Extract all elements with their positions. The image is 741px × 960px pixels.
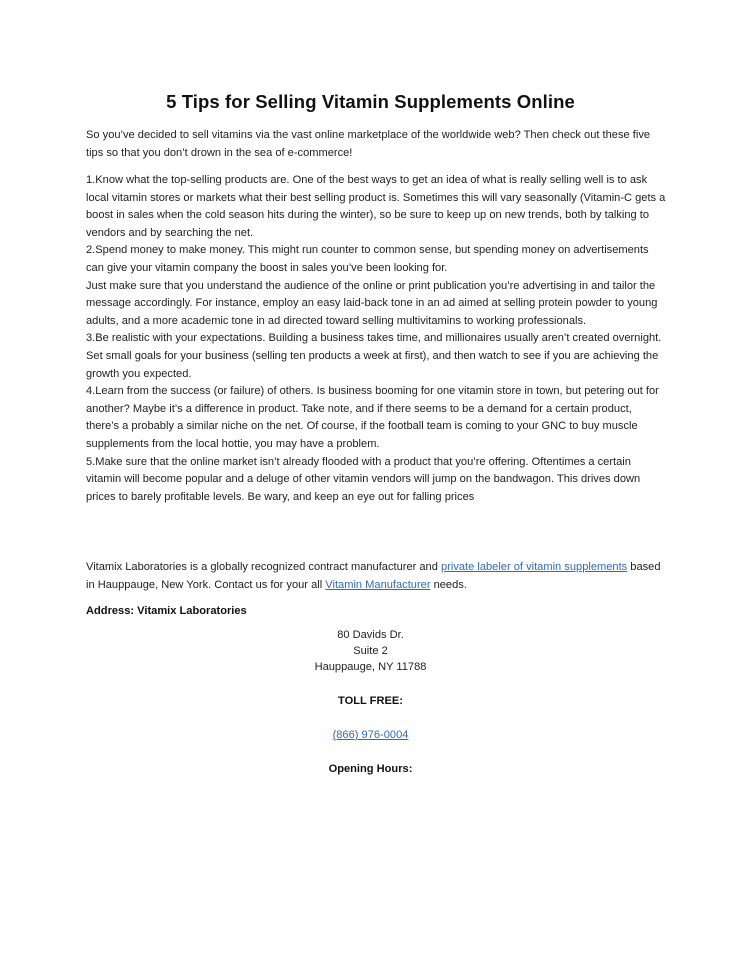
address-line-3: Hauppauge, NY 11788 — [314, 661, 427, 673]
address-label: Address: Vitamix Laboratories — [86, 605, 247, 617]
page-title: 5 Tips for Selling Vitamin Supplements Online — [166, 91, 575, 112]
tip-4: 4.Learn from the success (or failure) of others. Is business booming for one vitamin store in town, but petering out for another? Maybe it’s a difference in product. Take note, and if there seems to be a demand for a certain product, there’s a probably a similar niche on the net. Of course, if the football team is coming to your GNC to buy muscle supplements from the local hottie, you may have a problem. — [86, 385, 659, 450]
tip-1: 1.Know what the top-selling products are. One of the best ways to get an idea of what is really selling well is to ask local vitamin stores or markets what their best selling product is. Sometimes this will vary seasonally (Vitamin-C gets a boost in sales when the cold season hits during the winter), so be sure to keep up on new trends, both by talking to vendors and by searching the net. — [86, 174, 666, 239]
intro-paragraph — [86, 127, 666, 162]
about-prefix: Vitamix Laboratories is a globally recognized contract manufacturer and — [86, 561, 441, 573]
tip-2: 2.Spend money to make money. This might run counter to common sense, but spending money on advertisements can give your vitamin company the boost in sales you’ve been looking for. — [86, 244, 649, 274]
tip-2-continued: Just make sure that you understand the audience of the online or print publication you’re advertising in and tailor the message accordingly. For instance, employ an easy laid-back tone in an ad aimed at selling protein powder to young adults, and a more academic tone in ad directed toward selling multivitamins to working professionals. — [86, 279, 658, 327]
about-suffix: needs. — [430, 578, 467, 591]
tips-list — [86, 172, 666, 506]
about-paragraph — [86, 559, 666, 594]
tip-5: 5.Make sure that the online market isn’t already flooded with a product that you’re offering. Oftentimes a certain vitamin will become popular and a deluge of other vitamin vendors will jump on the bandwagon. This drives down prices to barely profitable levels. Be wary, and keep an eye out for falling prices — [86, 455, 641, 503]
address-line-2: Suite 2 — [353, 645, 388, 657]
intro-text: So you’ve decided to sell vitamins via the vast online marketplace of the worldwide web? Then check out these five tips so that you don’t drown in the sea of e-commerce! — [86, 129, 651, 159]
vitamin-manufacturer-link[interactable]: Vitamin Manufacturer — [325, 578, 431, 591]
address-block — [0, 627, 741, 675]
phone-link[interactable]: (866) 976-0004 — [332, 729, 409, 741]
opening-hours-label: Opening Hours: — [328, 763, 413, 775]
toll-free-label: TOLL FREE: — [338, 695, 403, 707]
about-middle: based in Hauppauge, New York. Contact us for your all — [86, 561, 661, 591]
private-labeler-link[interactable]: private labeler of vitamin supplements — [440, 561, 628, 573]
phone-block — [0, 727, 741, 743]
tip-3: 3.Be realistic with your expectations. Building a business takes time, and millionaires usually aren’t created overnight. Set small goals for your business (selling ten products a week at first), and then watch to see if you are achieving the growth you expected. — [86, 332, 662, 380]
address-line-1: 80 Davids Dr. — [337, 629, 404, 641]
about-text — [86, 559, 666, 594]
